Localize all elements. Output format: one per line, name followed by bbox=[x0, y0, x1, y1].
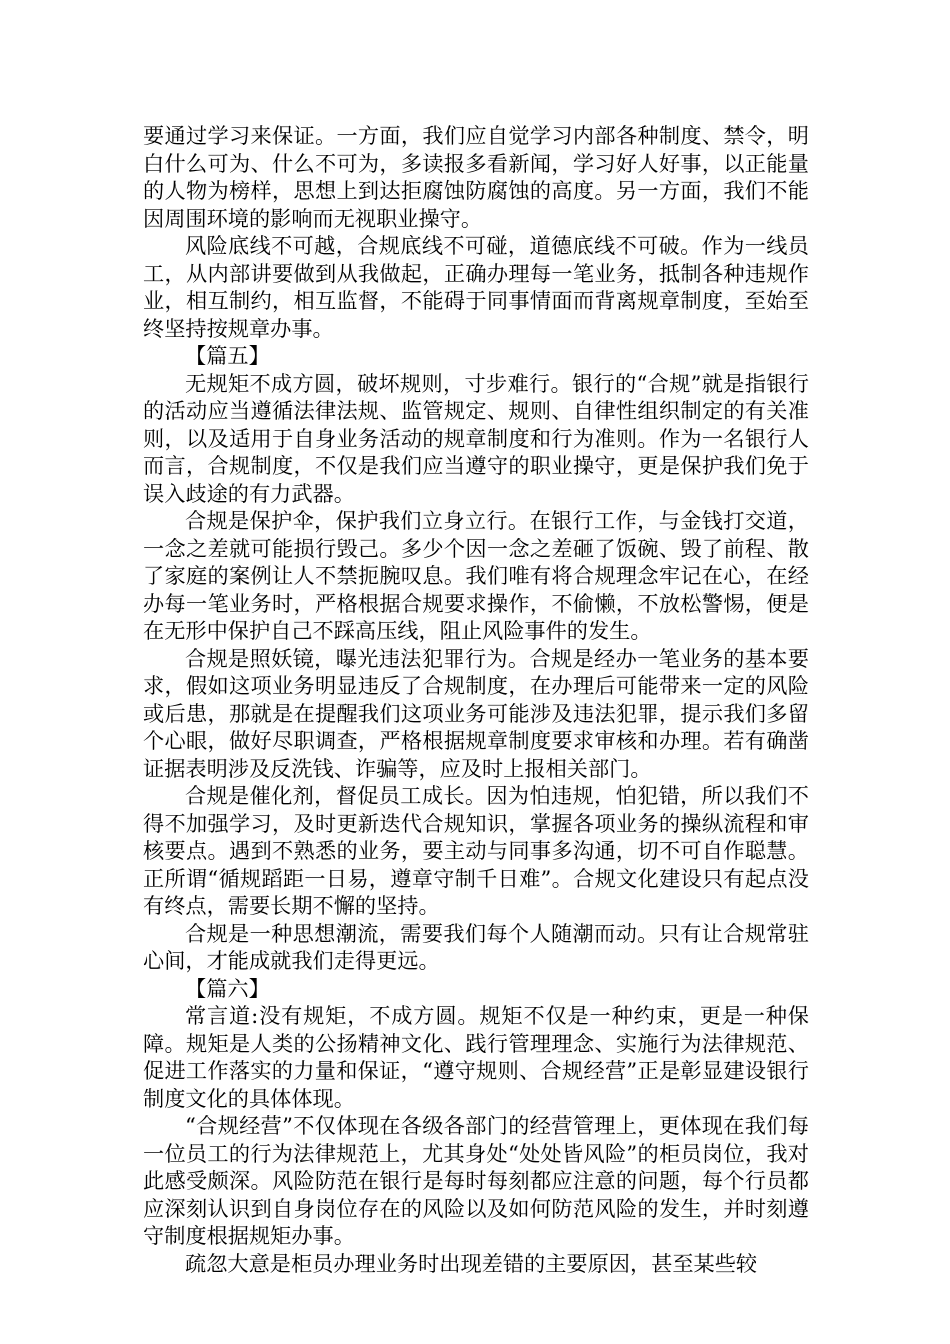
paragraph: 合规是照妖镜，曝光违法犯罪行为。合规是经办一笔业务的基本要求，假如这项业务明显违反了合规制度，在办理后可能带来一定的风险或后患，那就是在提醒我们这项业务可能涉及违法犯罪，提示我们多留个心眼，做好尽职调查，严格根据规章制度要求审核和办理。若有确凿证据表明涉及反洗钱、诈骗等，应及时上报相关部门。 bbox=[143, 645, 809, 781]
paragraph: 合规是一种思想潮流，需要我们每个人随潮而动。只有让合规常驻心间，才能成就我们走得更远。 bbox=[143, 920, 809, 973]
paragraph: 疏忽大意是柜员办理业务时出现差错的主要原因，甚至某些较 bbox=[185, 1250, 758, 1276]
paragraph: 合规是保护伞，保护我们立身立行。在银行工作，与金钱打交道，一念之差就可能损行毁己。多少个因一念之差砸了饭碗、毁了前程、散了家庭的案例让人不禁扼腕叹息。我们唯有将合规理念牢记在心，在经办每一笔业务时，严格根据合规要求操作，不偷懒，不放松警惕，便是在无形中保护自己不踩高压线，阻止风险事件的发生。 bbox=[143, 508, 809, 643]
paragraph: 风险底线不可越，合规底线不可碰，道德底线不可破。作为一线员工，从内部讲要做到从我做起，正确办理每一笔业务，抵制各种违规作业，相互制约，相互监督，不能碍于同事情面而背离规章制度，至始至终坚持按规章办事。 bbox=[143, 233, 809, 341]
paragraph: 合规是催化剂，督促员工成长。因为怕违规，怕犯错，所以我们不得不加强学习，及时更新迭代合规知识，掌握各项业务的操纵流程和审核要点。遇到不熟悉的业务，要主动与同事多沟通，切不可自作聪慧。正所谓“循规蹈距一日易，遵章守制千日难”。合规文化建设只有起点没有终点，需要长期不懈的坚持。 bbox=[143, 783, 809, 918]
section-heading: 【篇五】 bbox=[185, 343, 270, 368]
document-body bbox=[143, 122, 809, 1277]
section-heading: 【篇六】 bbox=[185, 975, 270, 1001]
paragraph: 要通过学习来保证。一方面，我们应自觉学习内部各种制度、禁令，明白什么可为、什么不可为，多读报多看新闻，学习好人好事，以正能量的人物为榜样，思想上到达拒腐蚀防腐蚀的高度。另一方面，我们不能因周围环境的影响而无视职业操守。 bbox=[143, 123, 809, 231]
paragraph: 常言道:没有规矩，不成方圆。规矩不仅是一种约束，更是一种保障。规矩是人类的公扬精神文化、践行管理理念、实施行为法律规范、促进工作落实的力量和保证，“遵守规则、合规经营”正是彰显建设银行制度文化的具体体现。 bbox=[143, 1003, 809, 1111]
paragraph: “合规经营”不仅体现在各级各部门的经营管理上，更体现在我们每一位员工的行为法律规范上，尤其身处“处处皆风险”的柜员岗位，我对此感受颇深。风险防范在银行是每时每刻都应注意的问题，每个行员都应深刻认识到自身岗位存在的风险以及如何防范风险的发生，并时刻遵守制度根据规矩办事。 bbox=[143, 1113, 809, 1248]
paragraph: 无规矩不成方圆，破坏规则，寸步难行。银行的“合规”就是指银行的活动应当遵循法律法规、监管规定、规则、自律性组织制定的有关准则，以及适用于自身业务活动的规章制度和行为准则。作为一名银行人而言，合规制度，不仅是我们应当遵守的职业操守，更是保护我们免于误入歧途的有力武器。 bbox=[143, 370, 809, 506]
